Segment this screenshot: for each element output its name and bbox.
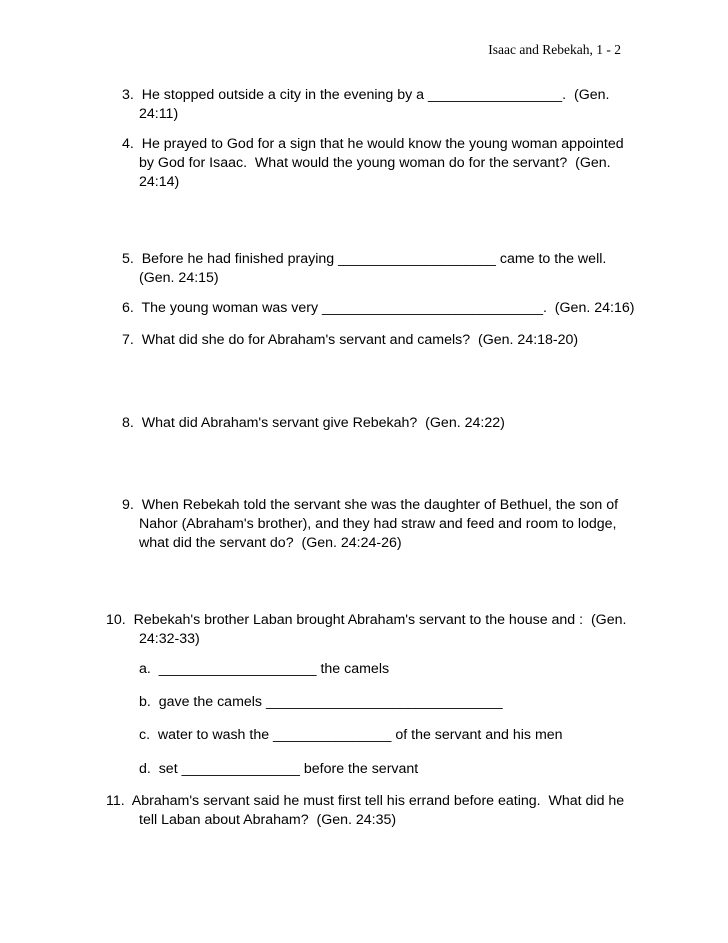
question-3-line-2: 24:11) (139, 106, 179, 122)
question-9-line-3: what did the servant do? (Gen. 24:24-26) (139, 535, 402, 551)
question-10-item-d: d. set _______________ before the servant (139, 761, 419, 777)
question-9-line-2: Nahor (Abraham's brother), and they had straw and feed and room to lodge, (139, 516, 617, 532)
question-4-line-2: by God for Isaac. What would the young woman do for the servant? (Gen. (139, 155, 611, 171)
question-4-line-3: 24:14) (139, 174, 180, 190)
question-11-line-1: 11. Abraham's servant said he must first tell his errand before eating. What did he (106, 793, 625, 809)
question-9-line-1: 9. When Rebekah told the servant she was the daughter of Bethuel, the son of (122, 497, 619, 513)
question-3-line-1: 3. He stopped outside a city in the evening by a _________________. (Gen. (122, 87, 610, 103)
question-5-line-1: 5. Before he had finished praying ____________________ came to the well. (122, 251, 607, 267)
question-6-line-1: 6. The young woman was very ____________________________. (Gen. 24:16) (122, 300, 635, 316)
question-3 (122, 86, 609, 124)
question-8 (122, 414, 505, 433)
question-10-line-1: 10. Rebekah's brother Laban brought Abraham's servant to the house and : (Gen. (106, 612, 627, 628)
question-10-item-c: c. water to wash the _______________ of the servant and his men (139, 727, 563, 743)
question-5 (122, 250, 606, 288)
question-7 (122, 331, 578, 350)
page-header: Isaac and Rebekah, 1 - 2 (488, 42, 621, 57)
question-4-line-1: 4. He prayed to God for a sign that he would know the young woman appointed (122, 136, 624, 152)
question-10-line-2: 24:32-33) (139, 631, 200, 647)
question-6 (122, 299, 634, 318)
question-9 (122, 496, 618, 553)
question-4 (122, 135, 624, 192)
question-11-line-2: tell Laban about Abraham? (Gen. 24:35) (139, 812, 397, 828)
question-10 (106, 611, 626, 649)
question-8-line-1: 8. What did Abraham's servant give Rebekah? (Gen. 24:22) (122, 415, 505, 431)
question-5-line-2: (Gen. 24:15) (139, 270, 219, 286)
question-10-item-a: a. ____________________ the camels (139, 661, 390, 677)
question-10-item-b: b. gave the camels ______________________________ (139, 694, 503, 710)
question-7-line-1: 7. What did she do for Abraham's servant and camels? (Gen. 24:18-20) (122, 332, 579, 348)
question-11 (106, 792, 624, 830)
